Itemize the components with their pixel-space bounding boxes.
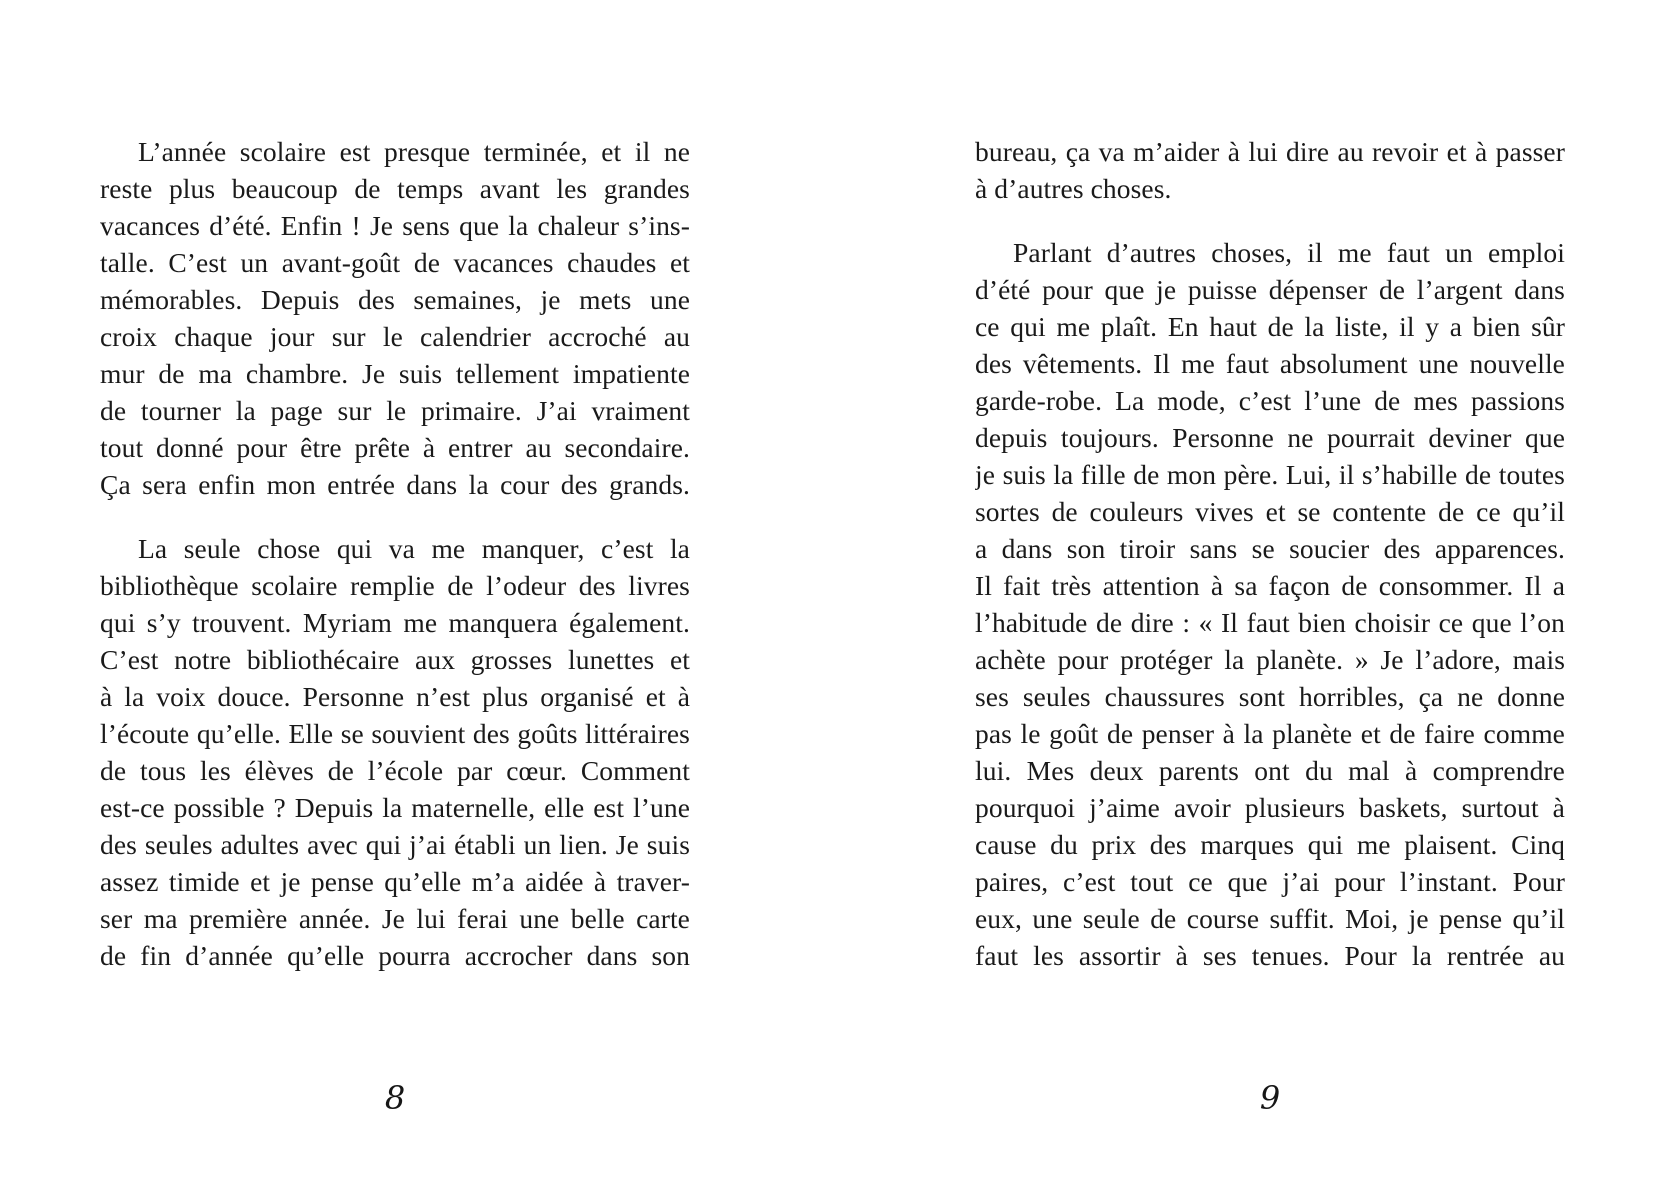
text-line: eux, une seule de course suffit. Moi, je pense qu’il: [975, 903, 1565, 934]
text-line: pourquoi j’aime avoir plusieurs baskets, surtout à: [975, 792, 1565, 823]
text-line: mémorables. Depuis des semaines, je mets une: [100, 284, 690, 315]
text-line: de fin d’année qu’elle pourra accrocher dans son: [100, 940, 690, 971]
text-line: depuis toujours. Personne ne pourrait deviner que: [975, 422, 1565, 453]
text-line: de tous les élèves de l’école par cœur. Comment: [100, 755, 690, 786]
text-line: l’écoute qu’elle. Elle se souvient des goûts littéraires: [100, 718, 690, 749]
text-line: des vêtements. Il me faut absolument une nouvelle: [975, 348, 1565, 379]
text-line: a dans son tiroir sans se soucier des apparences.: [975, 533, 1565, 564]
text-line: paires, c’est tout ce que j’ai pour l’instant. Pour: [975, 866, 1565, 897]
text-line: lui. Mes deux parents ont du mal à comprendre: [975, 755, 1565, 786]
text-line: pas le goût de penser à la planète et de faire comme: [975, 718, 1565, 749]
text-line: croix chaque jour sur le calendrier accroché au: [100, 321, 690, 352]
text-line: de tourner la page sur le primaire. J’ai vraiment: [100, 395, 690, 426]
text-line: vacances d’été. Enfin ! Je sens que la chaleur s’ins-: [100, 210, 690, 241]
text-line: des seules adultes avec qui j’ai établi un lien. Je suis: [100, 829, 690, 860]
text-block-left: [100, 133, 690, 974]
text-line: ce qui me plaît. En haut de la liste, il y a bien sûr: [975, 311, 1565, 342]
text-line: Il fait très attention à sa façon de consommer. Il a: [975, 570, 1565, 601]
text-line: achète pour protéger la planète. » Je l’adore, mais: [975, 644, 1565, 675]
page-number-left: 8: [384, 1079, 406, 1117]
text-line: à la voix douce. Personne n’est plus organisé et à: [100, 681, 690, 712]
text-line: La seule chose qui va me manquer, c’est la: [138, 533, 690, 564]
text-line: l’habitude de dire : « Il faut bien choisir ce que l’on: [975, 607, 1565, 638]
text-line: ser ma première année. Je lui ferai une belle carte: [100, 903, 690, 934]
text-line: ses seules chaussures sont horribles, ça ne donne: [975, 681, 1565, 712]
text-line: Parlant d’autres choses, il me faut un emploi: [1013, 237, 1565, 268]
paragraph: [100, 530, 690, 974]
text-line: Ça sera enfin mon entrée dans la cour des grands.: [100, 469, 690, 500]
text-line: qui s’y trouvent. Myriam me manquera également.: [100, 607, 690, 638]
text-line: L’année scolaire est presque terminée, et il ne: [138, 136, 690, 167]
paragraph: [975, 234, 1565, 974]
text-line: talle. C’est un avant-goût de vacances chaudes et: [100, 247, 690, 278]
page-right: [837, 0, 1674, 1200]
text-line: est-ce possible ? Depuis la maternelle, elle est l’une: [100, 792, 690, 823]
text-line: bibliothèque scolaire remplie de l’odeur des livres: [100, 570, 690, 601]
text-line: bureau, ça va m’aider à lui dire au revoir et à passer: [975, 136, 1565, 167]
text-line: d’été pour que je puisse dépenser de l’argent dans: [975, 274, 1565, 305]
text-line: mur de ma chambre. Je suis tellement impatiente: [100, 358, 690, 389]
text-line: faut les assortir à ses tenues. Pour la rentrée au: [975, 940, 1565, 971]
paragraph: [975, 133, 1565, 207]
text-line: C’est notre bibliothécaire aux grosses lunettes et: [100, 644, 690, 675]
text-line: sortes de couleurs vives et se contente de ce qu’il: [975, 496, 1565, 527]
paragraph: [100, 133, 690, 503]
text-line: je suis la fille de mon père. Lui, il s’habille de toutes: [975, 459, 1565, 490]
text-block-right: [975, 133, 1565, 974]
text-line: cause du prix des marques qui me plaisent. Cinq: [975, 829, 1565, 860]
text-line: reste plus beaucoup de temps avant les grandes: [100, 173, 690, 204]
text-line: garde-robe. La mode, c’est l’une de mes passions: [975, 385, 1565, 416]
text-line: assez timide et je pense qu’elle m’a aidée à traver-: [100, 866, 690, 897]
text-line: tout donné pour être prête à entrer au secondaire.: [100, 432, 690, 463]
text-line: à d’autres choses.: [975, 173, 1172, 204]
page-number-right: 9: [1259, 1079, 1281, 1117]
